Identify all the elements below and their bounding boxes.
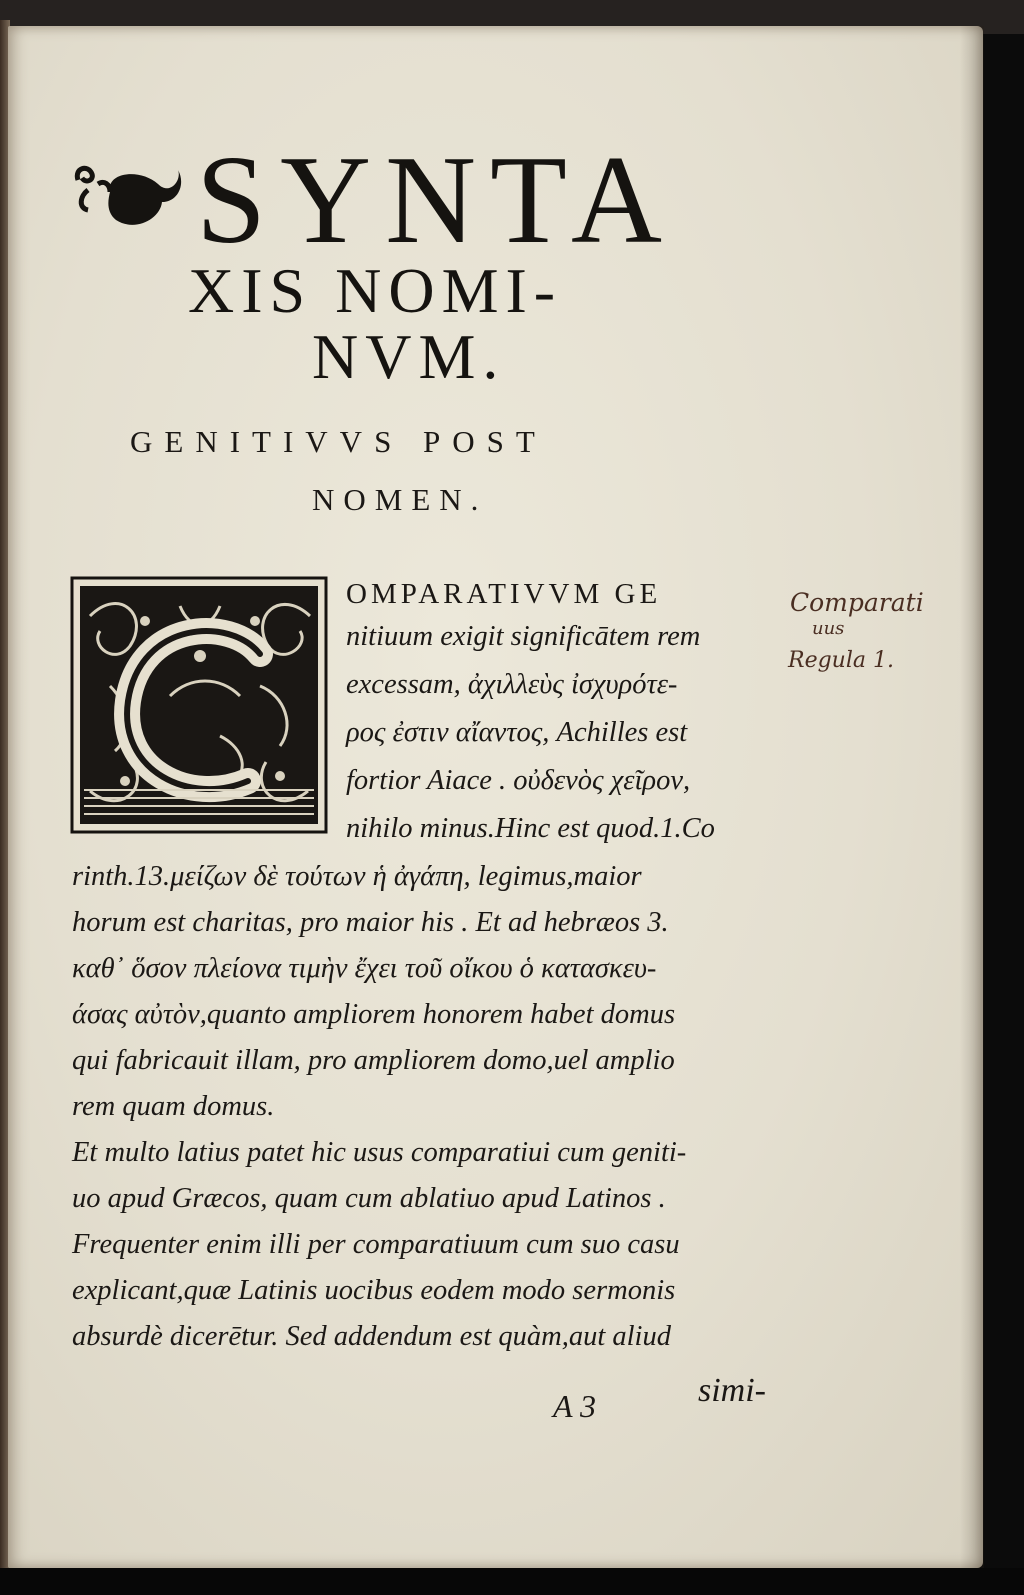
marginal-note-line-3: Regula 1.: [788, 648, 894, 673]
text-line: Frequenter enim illi per comparatiuum cum suo casu: [72, 1229, 680, 1260]
title-line-3: NVM.: [312, 321, 506, 392]
text-line: rem quam domus.: [72, 1091, 275, 1122]
text-line: fortior Aiace . οὐδενὸς χεῖρον,: [346, 765, 691, 796]
catchword: simi-: [698, 1372, 766, 1409]
scan-background-bottom: [0, 1568, 1024, 1595]
marginal-note-line-2: uus: [812, 618, 845, 639]
text-line: uo apud Græcos, quam cum ablatiuo apud Latinos .: [72, 1183, 666, 1214]
page-edge-shadow: [960, 26, 984, 1568]
woodcut-initial-icon: [70, 576, 328, 834]
section-heading-line-2: NOMEN.: [312, 482, 488, 517]
title-line-1: SYNTA: [196, 131, 676, 270]
text-line: nihilo minus.Hinc est quod.1.Co: [346, 813, 715, 844]
text-line: nitiuum exigit significātem rem: [346, 621, 701, 652]
text-line: explicant,quæ Latinis uocibus eodem modo sermonis: [72, 1275, 676, 1306]
text-line: absurdè dicerētur. Sed addendum est quàm,aut aliud: [72, 1321, 671, 1352]
text-line: qui fabricauit illam, pro ampliorem domo,uel amplio: [72, 1045, 675, 1076]
woodcut-initial: [70, 576, 328, 834]
text-line: Et multo latius patet hic usus comparatiui cum geniti-: [72, 1137, 687, 1168]
title-line-2: XIS NOMI-: [188, 255, 563, 326]
text-line: άσας αὐτὸν,quanto ampliorem honorem habet domus: [72, 999, 676, 1030]
signature-mark: A 3: [553, 1388, 596, 1424]
marginal-note-line-1: Comparati: [790, 588, 924, 617]
text-line: excessam, ἀχιλλεὺς ἰσχυρότε-: [346, 669, 678, 700]
paragraph-first-line: OMPARATIVVM GE: [346, 578, 662, 610]
text-line: ρος ἐστιν αἴαντος, Achilles est: [346, 717, 688, 748]
section-heading-line-1: GENITIVVS POST: [130, 424, 547, 459]
text-line: καθ᾿ ὅσον πλείονα τιμὴν ἔχει τοῦ οἴκου ὁ κατασκευ-: [72, 953, 657, 984]
fleuron-ornament-icon: [70, 150, 190, 240]
text-line: horum est charitas, pro maior his . Et ad hebræos 3.: [72, 907, 669, 938]
text-line: rinth.13.μείζων δὲ τούτων ἡ ἀγάπη, legimus,maior: [72, 861, 642, 892]
